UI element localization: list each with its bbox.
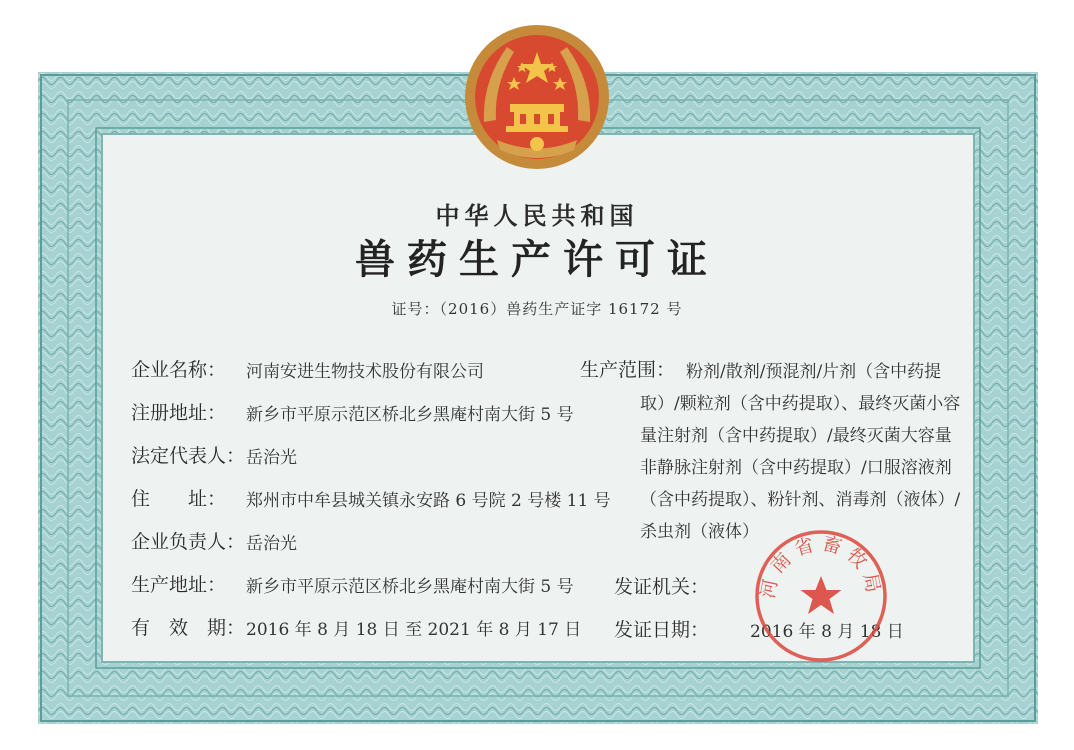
registered-address-label: 注册地址： [131,402,227,424]
scope-line: 取）/颗粒剂（含中药提取）、最终灭菌小容 [640,394,961,414]
country-heading: 中华人民共和国 [435,201,639,230]
scope-line: 粉剂/散剂/预混剂/片剂（含中药提 [686,362,942,382]
issuer-label: 发证机关： [614,576,710,598]
legal-representative-label: 法定代表人： [131,445,246,467]
scope-line: 非静脉注射剂（含中药提取）/口服溶液剂 [640,458,952,478]
production-scope-label: 生产范围： [580,359,676,381]
validity-label: 有 效 期： [131,617,246,639]
scope-line: （含中药提取）、粉针剂、消毒剂（液体）/ [640,490,961,510]
company-head-label: 企业负责人： [131,531,246,553]
scope-line: 杀虫剂（液体） [640,522,759,542]
official-seal-stamp [751,526,891,666]
certificate-title: 兽药生产许可证 [355,236,719,283]
national-emblem-icon [462,22,612,172]
company-head-value: 岳治光 [246,534,297,554]
issue-date-value: 2016 年 8 月 18 日 [750,622,904,642]
production-address-label: 生产地址： [131,574,227,596]
certificate-number: 证号：（2016）兽药生产证字 16172 号 [391,300,683,318]
seal-star-icon [801,576,842,614]
validity-value: 2016 年 8 月 18 日 至 2021 年 8 月 17 日 [246,620,582,640]
production-address-value: 新乡市平原示范区桥北乡黑庵村南大街 5 号 [246,577,574,597]
legal-representative-value: 岳治光 [246,448,297,468]
residence-label: 住 址： [131,488,227,510]
company-name-value: 河南安进生物技术股份有限公司 [246,362,484,382]
seal-text: 河南省畜牧局 [756,532,886,601]
residence-value: 郑州市中牟县城关镇永安路 6 号院 2 号楼 11 号 [246,491,611,511]
registered-address-value: 新乡市平原示范区桥北乡黑庵村南大街 5 号 [246,405,574,425]
company-name-label: 企业名称： [131,359,227,381]
scope-line: 量注射剂（含中药提取）/最终灭菌大容量 [640,426,952,446]
issue-date-label: 发证日期： [614,619,710,641]
